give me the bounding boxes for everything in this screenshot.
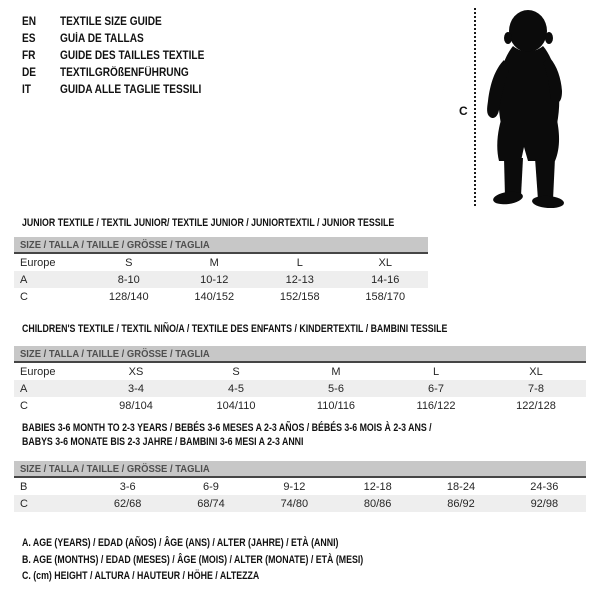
- note-age-years: A. AGE (YEARS) / EDAD (AÑOS) / ÂGE (ANS) / ALTER (JAHRE) / ETÀ (ANNI): [22, 537, 339, 549]
- size-cell: S: [232, 365, 240, 378]
- size-cell: XL: [378, 256, 392, 269]
- height-measure-dotted-line: [474, 8, 476, 206]
- junior-size-table: [14, 237, 428, 305]
- size-cell: 128/140: [108, 290, 149, 303]
- language-title: TEXTILGRÖßENFÜHRUNG: [60, 66, 189, 79]
- junior-table-title: JUNIOR TEXTILE / TEXTIL JUNIOR/ TEXTILE JUNIOR / JUNIORTEXTIL / JUNIOR TESSILE: [22, 217, 395, 229]
- size-cell: 86/92: [447, 497, 475, 510]
- size-cell: XS: [128, 365, 144, 378]
- language-code: DE: [22, 66, 37, 79]
- table-row-europe: [14, 254, 428, 271]
- size-cell: 80/86: [363, 497, 392, 510]
- row-label: B: [20, 480, 28, 493]
- size-cell: 104/110: [216, 399, 256, 412]
- size-header-bar: SIZE / TALLA / TAILLE / GRÖSSE / TAGLIA: [14, 461, 586, 478]
- height-measure-label: C: [459, 104, 468, 118]
- size-cell: 3-4: [128, 382, 144, 395]
- size-header-bar: SIZE / TALLA / TAILLE / GRÖSSE / TAGLIA: [14, 237, 428, 254]
- size-cell: 5-6: [328, 382, 344, 395]
- size-cell: 68/74: [197, 497, 225, 510]
- size-cell: 152/158: [279, 290, 320, 303]
- language-title: GUIDA ALLE TAGLIE TESSILI: [60, 83, 202, 96]
- language-code: EN: [22, 15, 37, 28]
- row-label: C: [20, 399, 28, 412]
- language-code: ES: [22, 32, 36, 45]
- size-cell: L: [296, 256, 303, 269]
- size-header-bar: SIZE / TALLA / TAILLE / GRÖSSE / TAGLIA: [14, 346, 586, 363]
- language-code: FR: [22, 49, 36, 62]
- children-table-title: CHILDREN'S TEXTILE / TEXTIL NIÑO/A / TEXTILE DES ENFANTS / KINDERTEXTIL / BAMBINI TESSILE: [22, 323, 448, 335]
- size-cell: 6-9: [203, 480, 219, 493]
- size-cell: 140/152: [194, 290, 235, 303]
- size-cell: 116/122: [416, 399, 456, 412]
- size-cell: 158/170: [365, 290, 406, 303]
- size-cell: L: [432, 365, 440, 378]
- row-label: Europe: [20, 256, 56, 269]
- size-cell: 62/68: [113, 497, 142, 510]
- size-cell: M: [331, 365, 341, 378]
- size-cell: 92/98: [530, 497, 559, 510]
- size-cell: 8-10: [117, 273, 140, 286]
- size-cell: 12-13: [285, 273, 314, 286]
- size-cell: 24-36: [530, 480, 559, 493]
- language-row: [22, 30, 224, 47]
- size-cell: XL: [529, 365, 543, 378]
- baby-height-figure: [453, 6, 593, 210]
- language-row: [22, 64, 224, 81]
- size-cell: 14-16: [371, 273, 400, 286]
- language-title: TEXTILE SIZE GUIDE: [60, 15, 162, 28]
- size-cell: 12-18: [363, 480, 392, 493]
- table-row-height: [14, 495, 586, 512]
- note-age-months: B. AGE (MONTHS) / EDAD (MESES) / ÂGE (MOIS) / ALTER (MONATE) / ETÀ (MESI): [22, 553, 364, 566]
- size-cell: 10-12: [200, 273, 229, 286]
- size-cell: S: [125, 256, 133, 269]
- size-cell: 7-8: [528, 382, 544, 395]
- language-title: GUIDE DES TAILLES TEXTILE: [60, 49, 205, 62]
- babies-size-table: [14, 461, 586, 512]
- size-cell: 18-24: [446, 480, 476, 493]
- size-cell: 9-12: [283, 480, 306, 493]
- row-label: A: [20, 382, 28, 395]
- language-row: [22, 81, 224, 98]
- babies-table-title: BABIES 3-6 MONTH TO 2-3 YEARS / BEBÉS 3-6 MESES A 2-3 AÑOS / BÉBÉS 3-6 MOIS À 2-3 ANS / BABYS 3-6 MONATE BIS 2-3 JAHRE / BAMBINI 3-6 MESI A 2-3 ANNI: [22, 422, 432, 448]
- size-cell: 122/128: [516, 399, 556, 412]
- language-title: GUÍA DE TALLAS: [60, 32, 144, 45]
- language-code: IT: [22, 83, 32, 96]
- row-label: C: [20, 497, 28, 510]
- table-row-age: [14, 271, 428, 288]
- table-row-height: [14, 288, 428, 305]
- children-size-table: [14, 346, 586, 414]
- row-label: C: [20, 290, 28, 303]
- language-title-list: [22, 13, 224, 98]
- size-cell: 98/104: [119, 399, 153, 412]
- size-cell: 74/80: [280, 497, 309, 510]
- table-row-age: [14, 380, 586, 397]
- size-cell: 110/116: [316, 399, 356, 412]
- table-row-height: [14, 397, 586, 414]
- row-label: A: [20, 273, 28, 286]
- note-height-cm: C. (cm) HEIGHT / ALTURA / HAUTEUR / HÖHE / ALTEZZA: [22, 570, 260, 582]
- row-label: Europe: [20, 365, 56, 378]
- table-row-months: [14, 478, 586, 495]
- baby-silhouette-icon: [483, 8, 575, 208]
- size-cell: M: [209, 256, 219, 269]
- size-cell: 6-7: [428, 382, 444, 395]
- table-row-europe: [14, 363, 586, 380]
- language-row: [22, 47, 224, 64]
- legend-notes: [22, 537, 449, 587]
- size-cell: 3-6: [119, 480, 136, 493]
- language-row: [22, 13, 224, 30]
- size-cell: 4-5: [228, 382, 244, 395]
